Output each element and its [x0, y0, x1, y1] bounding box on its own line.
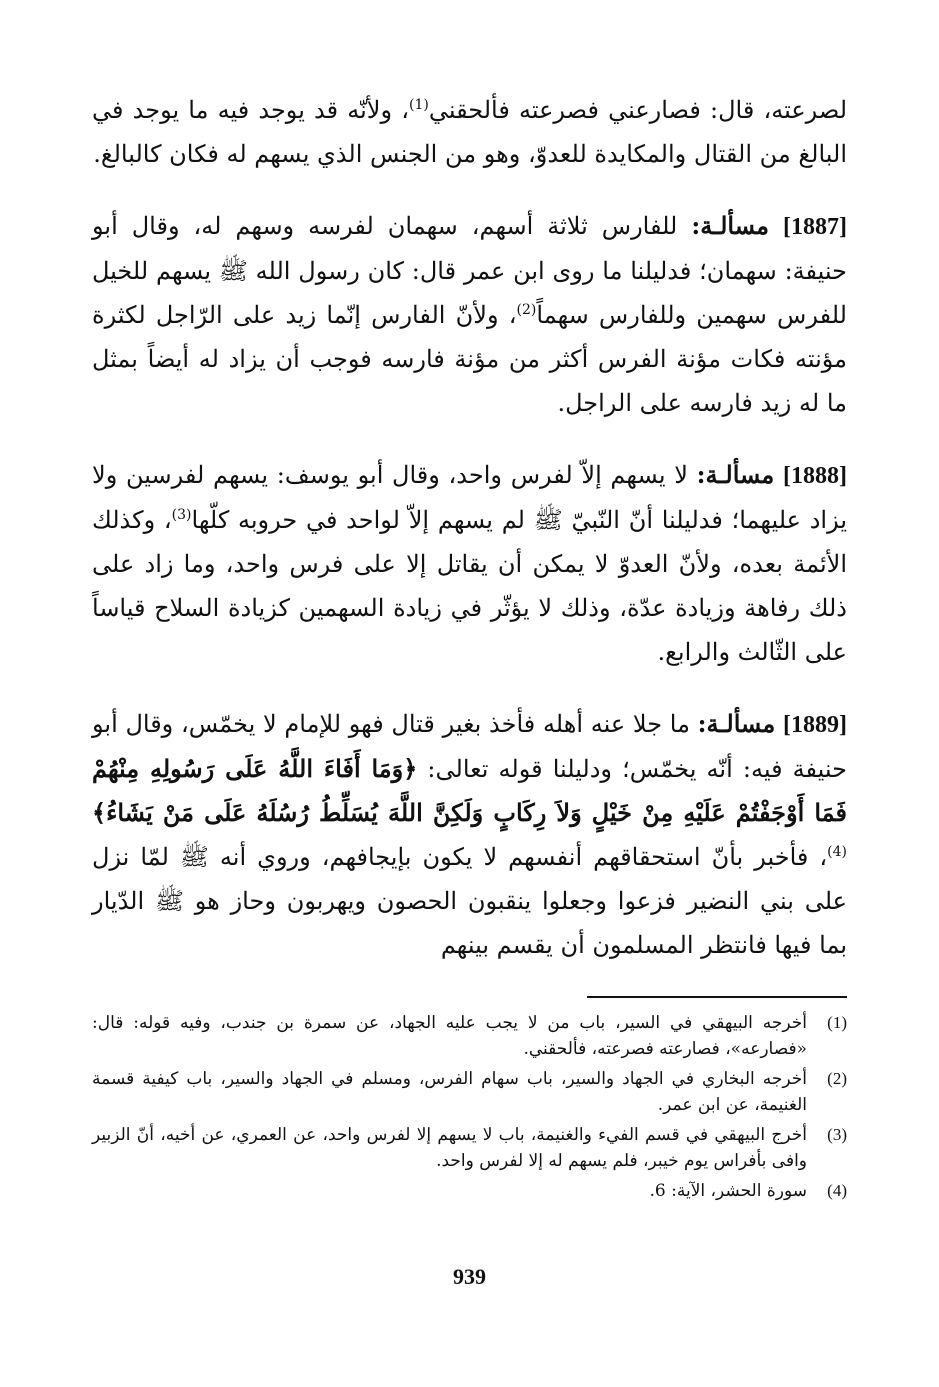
footnote-ref: (4): [827, 844, 847, 860]
footnote-item: [92, 1010, 847, 1062]
footnote-text: أخرجه البيهقي في السير، باب من لا يجب عليه الجهاد، عن سمرة بن جندب، وفيه قوله: قال: «فصارعه»، فصارعته فصرعته، فألحقني.: [92, 1013, 807, 1059]
footnote-number: (4): [827, 1181, 847, 1200]
masala-number: [1889]: [782, 712, 847, 738]
paragraph-text: للفارس ثلاثة أسهم، سهمان لفرسه وسهم له، وقال أبو حنيفة: سهمان؛ فدليلنا ما روى ابن عمر قال: كان رسول الله ﷺ يسهم للخيل للفرس سهمين وللفارس سهماً: [92, 212, 847, 329]
footnote-number: (3): [827, 1125, 847, 1144]
footnote-item: [92, 1178, 847, 1204]
paragraph-text: ، ولأنّه قد يوجد فيه ما يوجد في البالغ من القتال والمكايدة للعدوّ، وهو من الجنس الذي يسهم له فكان كالبالغ.: [92, 96, 847, 168]
footnote-text: أخرج البيهقي في قسم الفيء والغنيمة، باب لا يسهم إلا لفرس واحد، عن العمري، عن أخيه، أنّ الزبير وافى بأفراس يوم خيبر، فلم يسهم له إلا لفرس واحد.: [92, 1125, 807, 1171]
paragraph-continuation: [92, 88, 847, 176]
footnote-ref: (1): [408, 97, 429, 113]
paragraph-text: ، وكذلك الأئمة بعده، ولأنّ العدوّ لا يمكن أن يقاتل إلا على فرس واحد، وما زاد على ذلك رفاهة وزيادة عدّة، وذلك لا يؤثّر في زيادة السهمين كزيادة السلاح قياساً على الثّالث والرابع.: [92, 506, 847, 666]
paragraph-text: ما جلا عنه أهله فأخذ بغير قتال فهو للإمام لا يخمّس، وقال أبو حنيفة فيه: أنّه يخمّس؛ ودليلنا قوله تعالى:: [92, 710, 848, 783]
footnote-item: [92, 1122, 847, 1174]
masala-label: مسألـة:: [697, 709, 776, 738]
paragraph-1889: [92, 702, 847, 967]
footnote-number: (1): [827, 1013, 847, 1032]
paragraph-1887: [92, 204, 847, 425]
paragraph-text: ، ولأنّ الفارس إنّما زيد على الرّاجل لكثرة مؤنته فكات مؤنة الفرس أكثر من مؤنة فارسه فوجب أن يزاد له أيضاً بمثل ما له زيد فارسه على الراجل.: [92, 301, 847, 417]
paragraph-text: لا يسهم إلاّ لفرس واحد، وقال أبو يوسف: يسهم لفرسين ولا يزاد عليهما؛ فدليلنا أنّ النّبيّ ﷺ لم يسهم إلاّ لواحد في حروبه كلّها: [92, 461, 848, 534]
footnotes: [92, 1010, 847, 1208]
masala-label: مسألـة:: [696, 460, 775, 489]
book-page: [92, 88, 847, 1378]
footnote-ref: (2): [516, 302, 537, 318]
footnote-number: (2): [827, 1069, 847, 1088]
footnote-item: [92, 1066, 847, 1118]
masala-number: [1888]: [783, 463, 847, 489]
footnote-text: سورة الحشر، الآية: 6.: [649, 1181, 807, 1201]
paragraph-text: ، فأخبر بأنّ استحقاقهم أنفسهم لا يكون بإيجافهم، وروي أنه ﷺ لمّا نزل على بني النضير فزعوا وجعلوا ينقبون الحصون ويهربون وحاز هو ﷺ الدّيار بما فيها فانتظر المسلمون أن يقسم بينهم: [92, 843, 847, 959]
paragraph-1888: [92, 453, 847, 674]
masala-number: [1887]: [783, 214, 847, 240]
paragraph-text: لصرعته، قال: فصارعني فصرعته فألحقني: [428, 96, 848, 124]
footnote-divider: [587, 996, 847, 998]
footnote-text: أخرجه البخاري في الجهاد والسير، باب سهام الفرس، ومسلم في الجهاد والسير، باب كيفية قسمة الغنيمة، عن ابن عمر.: [92, 1069, 807, 1115]
page-number: 939: [453, 1264, 486, 1289]
masala-label: مسألـة:: [691, 211, 770, 240]
quran-verse: ﴿وَمَا أَفَاءَ اللَّهُ عَلَى رَسُولِهِ مِنْهُمْ فَمَا أَوْجَفْتُمْ عَلَيْهِ مِنْ خَيْلٍ وَلاَ رِكَابٍ وَلَكِنَّ اللَّهَ يُسَلِّطُ رُسُلَهُ عَلَى مَنْ يَشَاءُ﴾: [92, 754, 847, 827]
footnote-ref: (3): [171, 507, 192, 523]
